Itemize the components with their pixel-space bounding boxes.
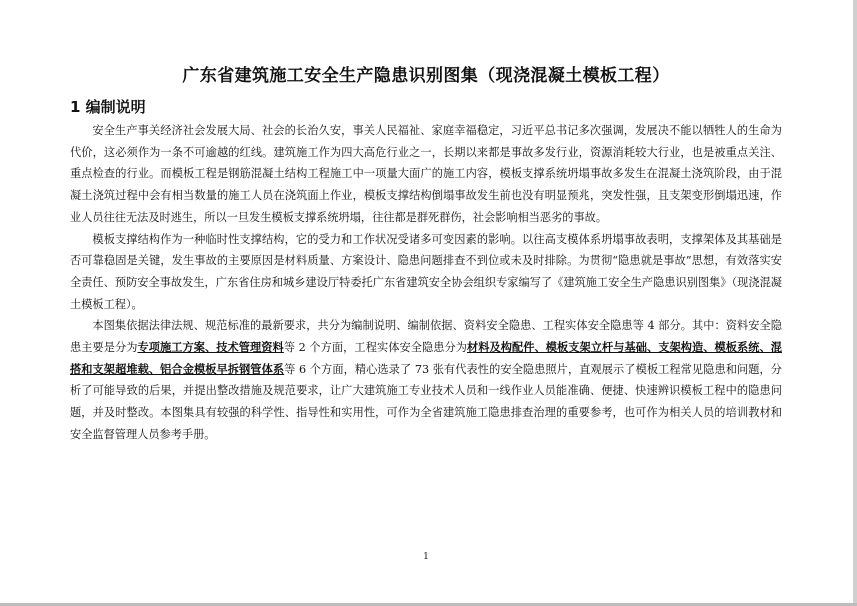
paragraph-3-text-1: 本图集依据法律法规、规范标准的最新要求，共分为编制说明、编制依据、资料安全隐患、工程实体安全隐患等 4 部分。其中：资料安全隐患主要是分为 [70, 319, 782, 355]
document-title: 广东省建筑施工安全生产隐患识别图集（现浇混凝土模板工程） [182, 66, 670, 86]
highlight-entity-hazards: 材料及构配件、模板支架立杆与基础、支架构造、模板系统、混搭和支架超堆载、铝合金模板早拆钢管体系 [70, 340, 782, 376]
paragraph-1: 安全生产事关经济社会发展大局、社会的长治久安，事关人民福祉、家庭幸福稳定，习近平总书记多次强调，发展决不能以牺牲人的生命为代价，这必须作为一条不可逾越的红线。建筑施工作为四大高危行业之一，长期以来都是事故多发行业，资源消耗较大行业，也是被重点关注、重点检查的行业。而模板工程是钢筋混凝土结构工程施工中一项量大面广的施工内容，模板支撑系统坍塌事故多发生在混凝土浇筑阶段，由于混凝土浇筑过程中会有相当数量的施工人员在浇筑面上作业，模板支撑结构倒塌事故发生前也没有明显预兆，突发性强，且支架变形倒塌迅速，作业人员往往无法及时逃生，所以一旦发生模板支撑系统坍塌，往往都是群死群伤，社会影响相当恶劣的事故。 [70, 124, 782, 224]
page-number: 1 [423, 552, 429, 562]
paragraph-3 [70, 315, 782, 445]
paragraph-3-text-2: 等 2 个方面，工程实体安全隐患分为 [283, 341, 467, 355]
highlight-data-hazards: 专项施工方案、技术管理资料 [137, 340, 284, 355]
body-text [70, 120, 782, 446]
paragraph-3-text-3: 等 6 个方面，精心选录了 73 张有代表性的安全隐患照片，直观展示了模板工程常见隐患和问题，分析了可能导致的后果，并提出整改措施及规范要求，让广大建筑施工专业技术人员和一线作业人员能准确、便捷、快速辨识模板工程中的隐患问题，并及时整改。本图集具有较强的科学性、指导性和实用性，可作为全省建筑施工隐患排查治理的重要参考，也可作为相关人员的培训教材和安全监督管理人员参考手册。 [70, 362, 782, 441]
page-edge-right [853, 0, 857, 606]
section-heading: 1 编制说明 [70, 98, 146, 116]
paragraph-2: 模板支撑结构作为一种临时性支撑结构，它的受力和工作状况受诸多可变因素的影响。以往高支模体系坍塌事故表明，支撑架体及其基础是否可靠稳固是关键，发生事故的主要原因是材料质量、方案设计、隐患问题排查不到位或未及时排除。为贯彻“隐患就是事故”思想，有效落实安全责任、预防安全事故发生，广东省住房和城乡建设厅特委托广东省建筑安全协会组织专家编写了《建筑施工安全生产隐患识别图集》（现浇混凝土模板工程）。 [70, 232, 782, 311]
